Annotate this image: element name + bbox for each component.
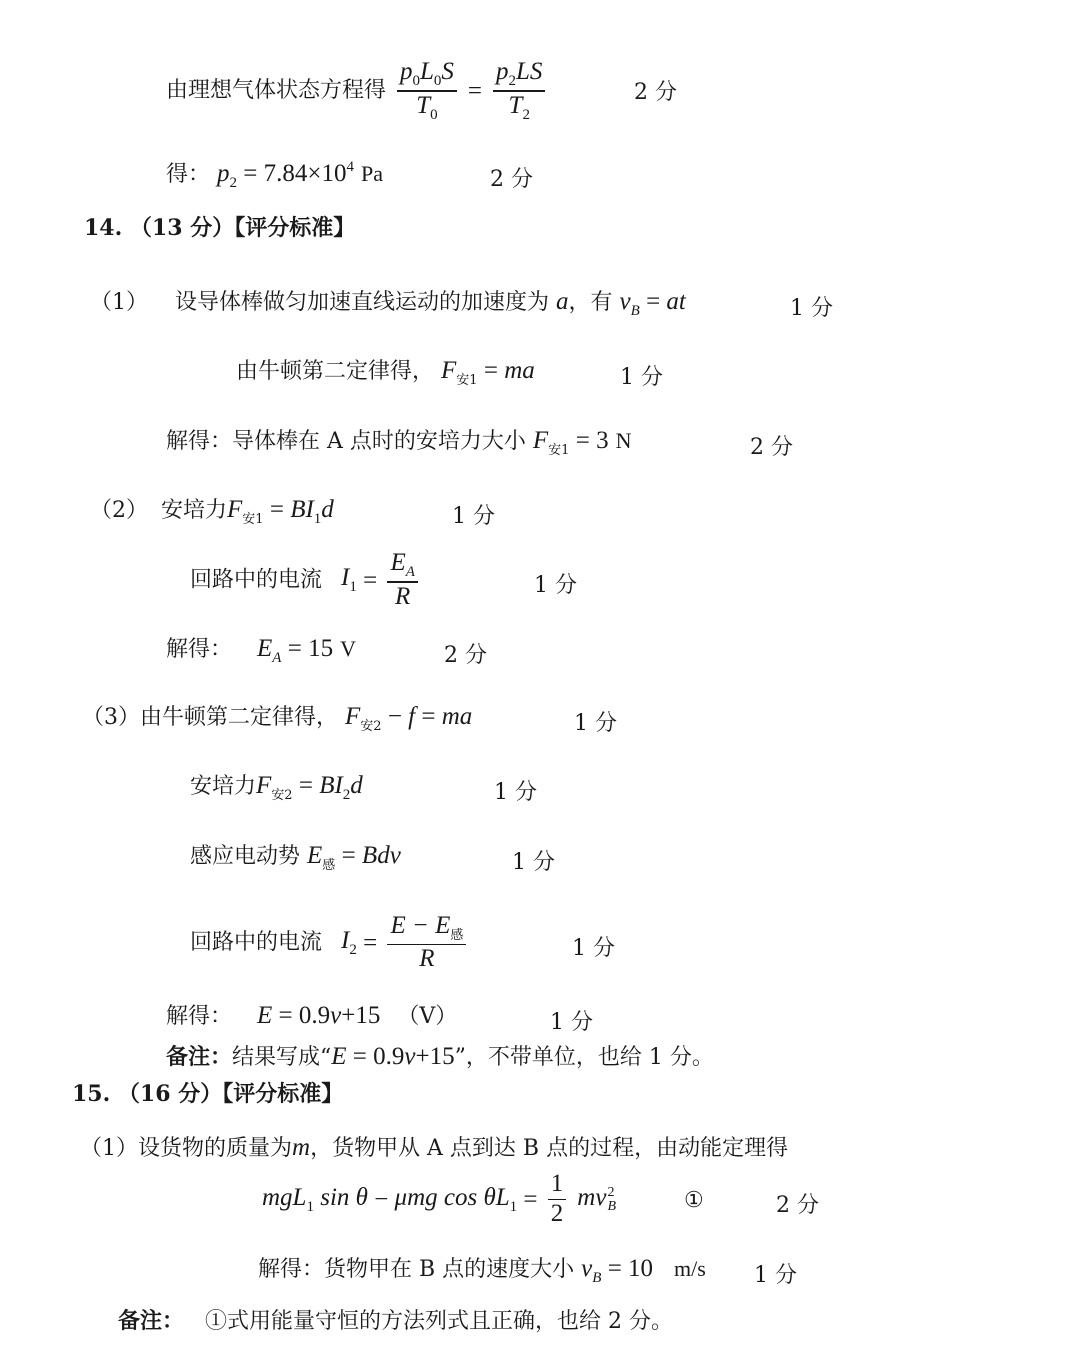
note1-label: 备注： xyxy=(166,1044,233,1070)
note2-text: ①式用能量守恒的方法列式且正确，也给 2 分。 xyxy=(205,1309,674,1334)
note1-text-a: 结果写成“ xyxy=(232,1045,332,1070)
q15-part1-var: m xyxy=(292,1134,311,1161)
solve4-score: 1 分 xyxy=(754,1263,797,1288)
solve2-line: 解得： $E_A = 15$ V xyxy=(166,635,356,666)
q15-part1-line xyxy=(80,1135,788,1160)
solve4-line: 解得：货物甲在 B 点的速度大小 $v_B = 10$ m/s xyxy=(258,1255,706,1286)
note2-line xyxy=(118,1310,673,1333)
solve4-value: 10 xyxy=(628,1255,654,1282)
subscript-an1-b: 安1 xyxy=(548,443,570,458)
solve3-unit: （V） xyxy=(397,1004,458,1029)
gas-law-lhs-fraction: $\frac{p_0L_0S}{T_0}$ xyxy=(397,58,457,124)
solve1-value: 3 xyxy=(596,427,609,454)
subscript-an2-b: 安2 xyxy=(271,788,293,803)
solve4-text: 解得：货物甲在 B 点的速度大小 xyxy=(258,1257,575,1282)
subscript-an1-c: 安1 xyxy=(242,512,264,527)
q14-part2-line: （2） 安培力$F_{安1} = BI_1d$ xyxy=(90,496,334,527)
gas-law-line: 由理想气体状态方程得 $\frac{p_0L_0S}{T_0}$ = $\frac{p_2LS}{T_2}$ xyxy=(166,58,549,124)
current2-line: 回路中的电流 $I_2$ = $\frac{E - E_感}{R}$ xyxy=(190,912,470,974)
solve1-score: 2 分 xyxy=(750,435,793,460)
p2-value: 7.84 xyxy=(263,160,308,187)
newton1-text: 由牛顿第二定律得， xyxy=(236,359,435,384)
energy-marker: ① xyxy=(684,1188,704,1213)
solve3-text: 解得： xyxy=(166,1004,233,1029)
emf-line: 感应电动势 $E_感$ = Bdv xyxy=(190,842,401,873)
emf-text: 感应电动势 xyxy=(190,844,301,869)
solve1-line: 解得：导体棒在 A 点时的安培力大小 $F_{安1} = 3$ N xyxy=(166,427,632,458)
half-fraction: $\frac{1}{2}$ xyxy=(548,1170,567,1229)
p2-exponent: 4 xyxy=(346,159,354,175)
q14-part1-line: （1） 设导体棒做匀加速直线运动的加速度为 a，有 $v_B$ = at xyxy=(90,288,686,319)
q15-part1-rest: ，货物甲从 A 点到达 B 点的过程，由动能定理得 xyxy=(310,1136,789,1161)
p2-unit: Pa xyxy=(360,161,383,186)
current1-text: 回路中的电流 xyxy=(190,567,323,593)
ampere2-line: 安培力$F_{安2} = BI_2d$ xyxy=(190,772,363,803)
ampere2-score: 1 分 xyxy=(494,780,537,805)
current2-fraction: $\frac{E - E_感}{R}$ xyxy=(387,912,466,974)
ampere2-text: 安培力 xyxy=(190,774,257,799)
p2-prefix: 得： xyxy=(166,162,211,187)
energy-score: 2 分 xyxy=(776,1193,819,1218)
solve4-unit: m/s xyxy=(674,1256,706,1281)
subscript-an2: 安2 xyxy=(360,719,382,734)
p2-result-line: 得： $p_2 = 7.84\times 10^4$ Pa xyxy=(166,159,383,191)
q14-part2-score: 1 分 xyxy=(452,504,495,529)
emf-subscript-b: 感 xyxy=(450,928,464,943)
q14-part2-label: （2） xyxy=(90,498,148,523)
q14-part1-label: （1） xyxy=(90,290,148,315)
newton1-line: 由牛顿第二定律得， $F_{安1}$ = ma xyxy=(236,357,535,388)
current1-score: 1 分 xyxy=(534,573,577,598)
solve1-text: 解得：导体棒在 A 点时的安培力大小 xyxy=(166,429,526,454)
newton1-score: 1 分 xyxy=(620,365,663,390)
current2-score: 1 分 xyxy=(572,936,615,961)
current1-line: 回路中的电流 $I_1$ = $\frac{E_A}{R}$ xyxy=(190,549,422,612)
note1-line: 备注：结果写成“E = 0.9v+15”，不带单位，也给 1 分。 xyxy=(166,1043,714,1070)
gas-law-rhs-fraction: $\frac{p_2LS}{T_2}$ xyxy=(493,58,545,124)
q14-part1-text: 设导体棒做匀加速直线运动的加速度为 xyxy=(175,290,550,315)
q14-part3-line: （3）由牛顿第二定律得， $F_{安2} - f$ = ma xyxy=(82,703,473,734)
gas-law-score: 2 分 xyxy=(634,80,677,105)
q14-part1-score: 1 分 xyxy=(790,296,833,321)
emf-score: 1 分 xyxy=(512,850,555,875)
current1-fraction: $\frac{E_A}{R}$ xyxy=(387,549,417,612)
note1-text-b: ”，不带单位，也给 1 分。 xyxy=(454,1045,714,1070)
q14-part3-score: 1 分 xyxy=(574,711,617,736)
subscript-an1: 安1 xyxy=(456,373,478,388)
q15-header: 15. （16 分）【评分标准】 xyxy=(72,1081,344,1107)
note2-label: 备注： xyxy=(118,1308,185,1334)
q14-part3-text: （3）由牛顿第二定律得， xyxy=(82,705,338,730)
solve3-line: 解得： E = 0.9v+15 （V） xyxy=(166,1002,458,1029)
solve2-score: 2 分 xyxy=(444,643,487,668)
q15-part1-text: （1）设货物的质量为 xyxy=(80,1136,292,1161)
q14-part2-text: 安培力 xyxy=(161,498,228,523)
q14-part1-mid: ，有 xyxy=(568,290,613,315)
solve1-unit: N xyxy=(615,428,632,453)
energy-equation-line: mgL$_1$ sin θ − μmg $\cos \theta L_1$ = $\frac{1}{2}$ mv 2 B xyxy=(262,1170,616,1228)
solve2-unit: V xyxy=(340,636,356,661)
gas-law-prefix: 由理想气体状态方程得 xyxy=(166,78,387,103)
q14-header: 14. （13 分）【评分标准】 xyxy=(84,215,356,241)
emf-subscript: 感 xyxy=(322,858,336,873)
p2-score: 2 分 xyxy=(490,167,533,192)
solve2-value: 15 xyxy=(308,635,334,662)
current2-text: 回路中的电流 xyxy=(190,930,323,956)
solve3-score: 1 分 xyxy=(550,1010,593,1035)
q14-part1-var: a xyxy=(556,288,569,315)
solve2-text: 解得： xyxy=(166,637,233,662)
